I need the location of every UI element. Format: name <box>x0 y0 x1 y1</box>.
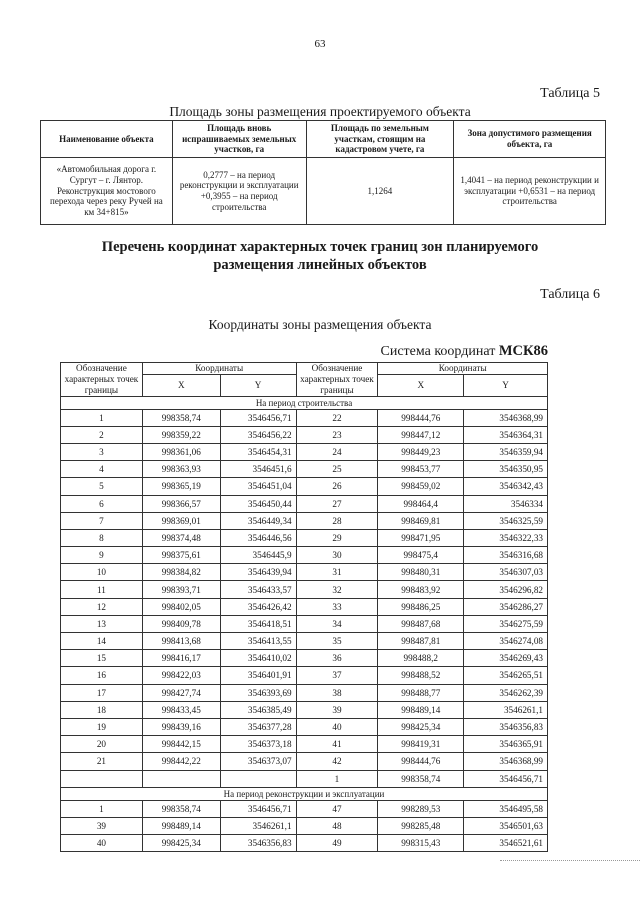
table5-title: Площадь зоны размещения проектируемого объекта <box>169 104 471 119</box>
table6-cell-y-left: 3546261,1 <box>220 817 296 834</box>
table6-cell-x-right: 998315,43 <box>378 835 464 852</box>
table6-cell-x-left: 998359,22 <box>142 426 220 443</box>
table6-cell-x-left: 998433,45 <box>142 701 220 718</box>
table6-cell-point-left: 8 <box>61 529 143 546</box>
table6-cell-x-right: 998425,34 <box>378 718 464 735</box>
table6-header-x-right: X <box>378 374 464 396</box>
table6-cell-y-right: 3546325,59 <box>464 512 548 529</box>
table6-cell-y-right: 3546356,83 <box>464 718 548 735</box>
table6-cell-y-right: 3546359,94 <box>464 443 548 460</box>
table6-cell-y-left: 3546439,94 <box>220 564 296 581</box>
coordinate-system <box>380 343 548 360</box>
table6-cell-y-left: 3546449,34 <box>220 512 296 529</box>
table6-cell-point-left: 5 <box>61 478 143 495</box>
table6-cell-point-right: 1 <box>296 770 378 787</box>
table6-cell-x-right: 998469,81 <box>378 512 464 529</box>
table6-cell-point-left: 16 <box>61 667 143 684</box>
table6-cell-x-right: 998489,14 <box>378 701 464 718</box>
table6-cell-point-right: 28 <box>296 512 378 529</box>
table6-cell-point-right: 26 <box>296 478 378 495</box>
table6-cell-x-left: 998358,74 <box>142 800 220 817</box>
table5-cell-cadastral-area: 1,1264 <box>306 158 454 225</box>
table6-cell-point-right: 24 <box>296 443 378 460</box>
table6-cell-point-right: 41 <box>296 736 378 753</box>
table6-cell-x-right: 998444,76 <box>378 753 464 770</box>
table6-cell-x-left: 998363,93 <box>142 461 220 478</box>
section-heading-line-1: Перечень координат характерных точек границ зон планируемого <box>101 239 539 255</box>
table6-section-reconstruction: На период реконструкции и эксплуатации <box>61 787 548 800</box>
table6-cell-y-right: 3546334 <box>464 495 548 512</box>
table6-cell-point-left: 15 <box>61 650 143 667</box>
table6-cell-x-right: 998449,23 <box>378 443 464 460</box>
table6-cell-point-left <box>61 770 143 787</box>
table6-cell-y-right: 3546364,31 <box>464 426 548 443</box>
table6-cell-point-right: 33 <box>296 598 378 615</box>
table6-cell-y-right: 3546350,95 <box>464 461 548 478</box>
table6-cell-x-right: 998444,76 <box>378 409 464 426</box>
table6-header-y-left: Y <box>220 374 296 396</box>
table6-cell-point-right: 29 <box>296 529 378 546</box>
table6-header-x-left: X <box>142 374 220 396</box>
table6-row <box>61 736 548 753</box>
table6-section-construction-row <box>61 396 548 409</box>
table6-cell-y-right: 3546261,1 <box>464 701 548 718</box>
table6-cell-y-right: 3546342,43 <box>464 478 548 495</box>
table5 <box>40 120 606 225</box>
table5-row <box>41 158 606 225</box>
table6-cell-y-right: 3546262,39 <box>464 684 548 701</box>
table6-cell-y-right: 3546286,27 <box>464 598 548 615</box>
table6-row <box>61 615 548 632</box>
table5-header-zone: Зона допустимого размещения объекта, га <box>454 121 606 158</box>
table6-cell-x-left: 998369,01 <box>142 512 220 529</box>
table6-cell-y-right: 3546265,51 <box>464 667 548 684</box>
section-heading-line-2: размещения линейных объектов <box>213 257 427 274</box>
table6-row <box>61 478 548 495</box>
table6-cell-point-right: 42 <box>296 753 378 770</box>
table6-cell-y-left: 3546456,22 <box>220 426 296 443</box>
table5-label: Таблица 5 <box>540 86 600 101</box>
table6-cell-y-right: 3546365,91 <box>464 736 548 753</box>
table5-header-row <box>41 121 606 158</box>
table6-cell-x-right: 998459,02 <box>378 478 464 495</box>
table5-header-cadastral-area: Площадь по земельным участкам, стоящим на кадастровом учете, га <box>306 121 454 158</box>
table6-cell-point-left: 19 <box>61 718 143 735</box>
table6-section-reconstruction-row <box>61 787 548 800</box>
table6-cell-point-right: 37 <box>296 667 378 684</box>
table6-cell-point-left: 3 <box>61 443 143 460</box>
table6-cell-y-left <box>220 770 296 787</box>
table6-row <box>61 547 548 564</box>
table6-cell-point-left: 1 <box>61 800 143 817</box>
table6-cell-point-left: 14 <box>61 633 143 650</box>
table6-row <box>61 684 548 701</box>
table6-cell-point-right: 49 <box>296 835 378 852</box>
table6-row <box>61 770 548 787</box>
table6-cell-point-left: 21 <box>61 753 143 770</box>
table6-cell-y-left: 3546373,07 <box>220 753 296 770</box>
table6-cell-point-left: 4 <box>61 461 143 478</box>
table6-cell-point-right: 23 <box>296 426 378 443</box>
table6-cell-point-left: 18 <box>61 701 143 718</box>
table6-cell-point-left: 11 <box>61 581 143 598</box>
table6-cell-y-left: 3546450,44 <box>220 495 296 512</box>
table6-label: Таблица 6 <box>540 287 600 302</box>
table6-cell-x-right: 998447,12 <box>378 426 464 443</box>
table6-cell-point-left: 10 <box>61 564 143 581</box>
table6-section-construction: На период строительства <box>61 396 548 409</box>
table6-row <box>61 409 548 426</box>
page-edge-mark <box>500 860 640 901</box>
table6-cell-x-left: 998366,57 <box>142 495 220 512</box>
table6-header-point-left: Обозначение характерных точек границы <box>61 363 143 397</box>
table6-cell-y-right: 3546307,03 <box>464 564 548 581</box>
table6-cell-x-right: 998486,25 <box>378 598 464 615</box>
table6-cell-y-left: 3546426,42 <box>220 598 296 615</box>
table6-cell-x-left: 998384,82 <box>142 564 220 581</box>
table6-cell-y-left: 3546385,49 <box>220 701 296 718</box>
table6-cell-x-left: 998439,16 <box>142 718 220 735</box>
table6-cell-point-left: 9 <box>61 547 143 564</box>
table6-cell-y-left: 3546433,57 <box>220 581 296 598</box>
table6-cell-y-left: 3546451,04 <box>220 478 296 495</box>
table6-cell-point-left: 2 <box>61 426 143 443</box>
table6-cell-x-right: 998471,95 <box>378 529 464 546</box>
table6-row <box>61 529 548 546</box>
table6-row <box>61 753 548 770</box>
table6-cell-x-left: 998361,06 <box>142 443 220 460</box>
table6-cell-x-left: 998402,05 <box>142 598 220 615</box>
table6-cell-point-right: 25 <box>296 461 378 478</box>
table6-cell-point-right: 22 <box>296 409 378 426</box>
table6-cell-y-right: 3546495,58 <box>464 800 548 817</box>
table6-cell-y-left: 3546451,6 <box>220 461 296 478</box>
table6-row <box>61 633 548 650</box>
table6-cell-x-left: 998427,74 <box>142 684 220 701</box>
table6-row <box>61 835 548 852</box>
table6-cell-x-left: 998489,14 <box>142 817 220 834</box>
table6-cell-x-left: 998422,03 <box>142 667 220 684</box>
table6-cell-y-left: 3546446,56 <box>220 529 296 546</box>
table6-cell-x-right: 998488,77 <box>378 684 464 701</box>
page-number: 63 <box>314 38 326 50</box>
table6-cell-point-right: 38 <box>296 684 378 701</box>
table6-cell-point-left: 17 <box>61 684 143 701</box>
table6-header-coords-right: Координаты <box>378 363 548 375</box>
table6-cell-point-right: 34 <box>296 615 378 632</box>
table6-cell-point-right: 27 <box>296 495 378 512</box>
table6-cell-point-left: 7 <box>61 512 143 529</box>
coordinate-system-name: МСК86 <box>498 343 548 359</box>
table5-cell-object: «Автомобильная дорога г. Сургут – г. Лянтор. Реконструкция мостового перехода через реку Ручей на км 34+815» <box>41 158 173 225</box>
table6-cell-point-right: 36 <box>296 650 378 667</box>
table6-cell-point-left: 40 <box>61 835 143 852</box>
coordinate-system-prefix: Система координат <box>380 344 499 359</box>
table6-row <box>61 512 548 529</box>
table6-cell-y-left: 3546418,51 <box>220 615 296 632</box>
table6-cell-y-left: 3546456,71 <box>220 800 296 817</box>
table6-header-y-right: Y <box>464 374 548 396</box>
table6-cell-y-left: 3546445,9 <box>220 547 296 564</box>
table6-cell-y-left: 3546373,18 <box>220 736 296 753</box>
table6-row <box>61 817 548 834</box>
table6-header-point-right: Обозначение характерных точек границы <box>296 363 378 397</box>
table6-cell-x-left: 998358,74 <box>142 409 220 426</box>
table6-cell-y-right: 3546456,71 <box>464 770 548 787</box>
table6-cell-y-left: 3546410,02 <box>220 650 296 667</box>
table6-cell-point-left: 13 <box>61 615 143 632</box>
table6-cell-x-left: 998365,19 <box>142 478 220 495</box>
table6-cell-point-right: 31 <box>296 564 378 581</box>
table6-cell-x-right: 998488,52 <box>378 667 464 684</box>
table6 <box>60 362 548 852</box>
table6-cell-point-left: 6 <box>61 495 143 512</box>
table6-cell-point-left: 20 <box>61 736 143 753</box>
table6-cell-point-right: 32 <box>296 581 378 598</box>
table6-cell-y-left: 3546456,71 <box>220 409 296 426</box>
table6-row <box>61 426 548 443</box>
table6-cell-x-right: 998289,53 <box>378 800 464 817</box>
table6-cell-point-right: 40 <box>296 718 378 735</box>
table6-header-row-1 <box>61 363 548 375</box>
table6-cell-point-left: 39 <box>61 817 143 834</box>
table6-cell-y-left: 3546356,83 <box>220 835 296 852</box>
table6-cell-x-right: 998419,31 <box>378 736 464 753</box>
table6-row <box>61 598 548 615</box>
table6-cell-y-right: 3546296,82 <box>464 581 548 598</box>
table6-cell-x-right: 998358,74 <box>378 770 464 787</box>
table6-cell-y-right: 3546322,33 <box>464 529 548 546</box>
table6-cell-x-left: 998375,61 <box>142 547 220 564</box>
table6-row <box>61 650 548 667</box>
table6-cell-y-right: 3546501,63 <box>464 817 548 834</box>
table6-header-coords-left: Координаты <box>142 363 296 375</box>
table6-cell-x-right: 998488,2 <box>378 650 464 667</box>
table6-row <box>61 701 548 718</box>
table6-cell-x-left: 998442,22 <box>142 753 220 770</box>
table6-cell-x-left: 998416,17 <box>142 650 220 667</box>
table6-cell-x-right: 998453,77 <box>378 461 464 478</box>
table6-row <box>61 800 548 817</box>
table5-header-object: Наименование объекта <box>41 121 173 158</box>
table6-cell-point-right: 30 <box>296 547 378 564</box>
table6-cell-x-left: 998425,34 <box>142 835 220 852</box>
table6-cell-y-right: 3546269,43 <box>464 650 548 667</box>
table6-cell-x-right: 998475,4 <box>378 547 464 564</box>
table6-cell-point-left: 12 <box>61 598 143 615</box>
table6-cell-x-right: 998480,31 <box>378 564 464 581</box>
table6-cell-x-left: 998409,78 <box>142 615 220 632</box>
table6-cell-x-left: 998413,68 <box>142 633 220 650</box>
table6-body <box>61 396 548 852</box>
table6-row <box>61 443 548 460</box>
table6-row <box>61 461 548 478</box>
table6-cell-point-right: 48 <box>296 817 378 834</box>
table6-cell-point-left: 1 <box>61 409 143 426</box>
table6-cell-y-right: 3546275,59 <box>464 615 548 632</box>
table6-cell-y-left: 3546377,28 <box>220 718 296 735</box>
section-heading <box>0 238 640 274</box>
table6-cell-x-left: 998393,71 <box>142 581 220 598</box>
table6-cell-y-left: 3546413,55 <box>220 633 296 650</box>
table6-row <box>61 581 548 598</box>
table6-cell-x-right: 998464,4 <box>378 495 464 512</box>
table6-cell-point-right: 35 <box>296 633 378 650</box>
table6-cell-y-right: 3546521,61 <box>464 835 548 852</box>
table5-header-new-area: Площадь вновь испрашиваемых земельных участков, га <box>172 121 306 158</box>
table6-cell-y-left: 3546401,91 <box>220 667 296 684</box>
table6-cell-x-right: 998487,81 <box>378 633 464 650</box>
table5-cell-zone: 1,4041 – на период реконструкции и эксплуатации +0,6531 – на период строительства <box>454 158 606 225</box>
table6-cell-point-right: 39 <box>296 701 378 718</box>
table6-row <box>61 718 548 735</box>
table6-cell-x-left <box>142 770 220 787</box>
table6-cell-x-right: 998483,92 <box>378 581 464 598</box>
table6-title: Координаты зоны размещения объекта <box>208 317 432 332</box>
table6-cell-y-right: 3546316,68 <box>464 547 548 564</box>
table6-cell-y-left: 3546393,69 <box>220 684 296 701</box>
table6-row <box>61 667 548 684</box>
table6-row <box>61 564 548 581</box>
table6-cell-x-right: 998487,68 <box>378 615 464 632</box>
table6-cell-x-left: 998442,15 <box>142 736 220 753</box>
table6-cell-x-right: 998285,48 <box>378 817 464 834</box>
table6-cell-y-right: 3546274,08 <box>464 633 548 650</box>
table6-cell-x-left: 998374,48 <box>142 529 220 546</box>
table6-cell-point-right: 47 <box>296 800 378 817</box>
table6-cell-y-right: 3546368,99 <box>464 753 548 770</box>
table6-cell-y-left: 3546454,31 <box>220 443 296 460</box>
table5-cell-new-area: 0,2777 – на период реконструкции и эксплуатации +0,3955 – на период строительства <box>172 158 306 225</box>
table6-row <box>61 495 548 512</box>
table6-cell-y-right: 3546368,99 <box>464 409 548 426</box>
